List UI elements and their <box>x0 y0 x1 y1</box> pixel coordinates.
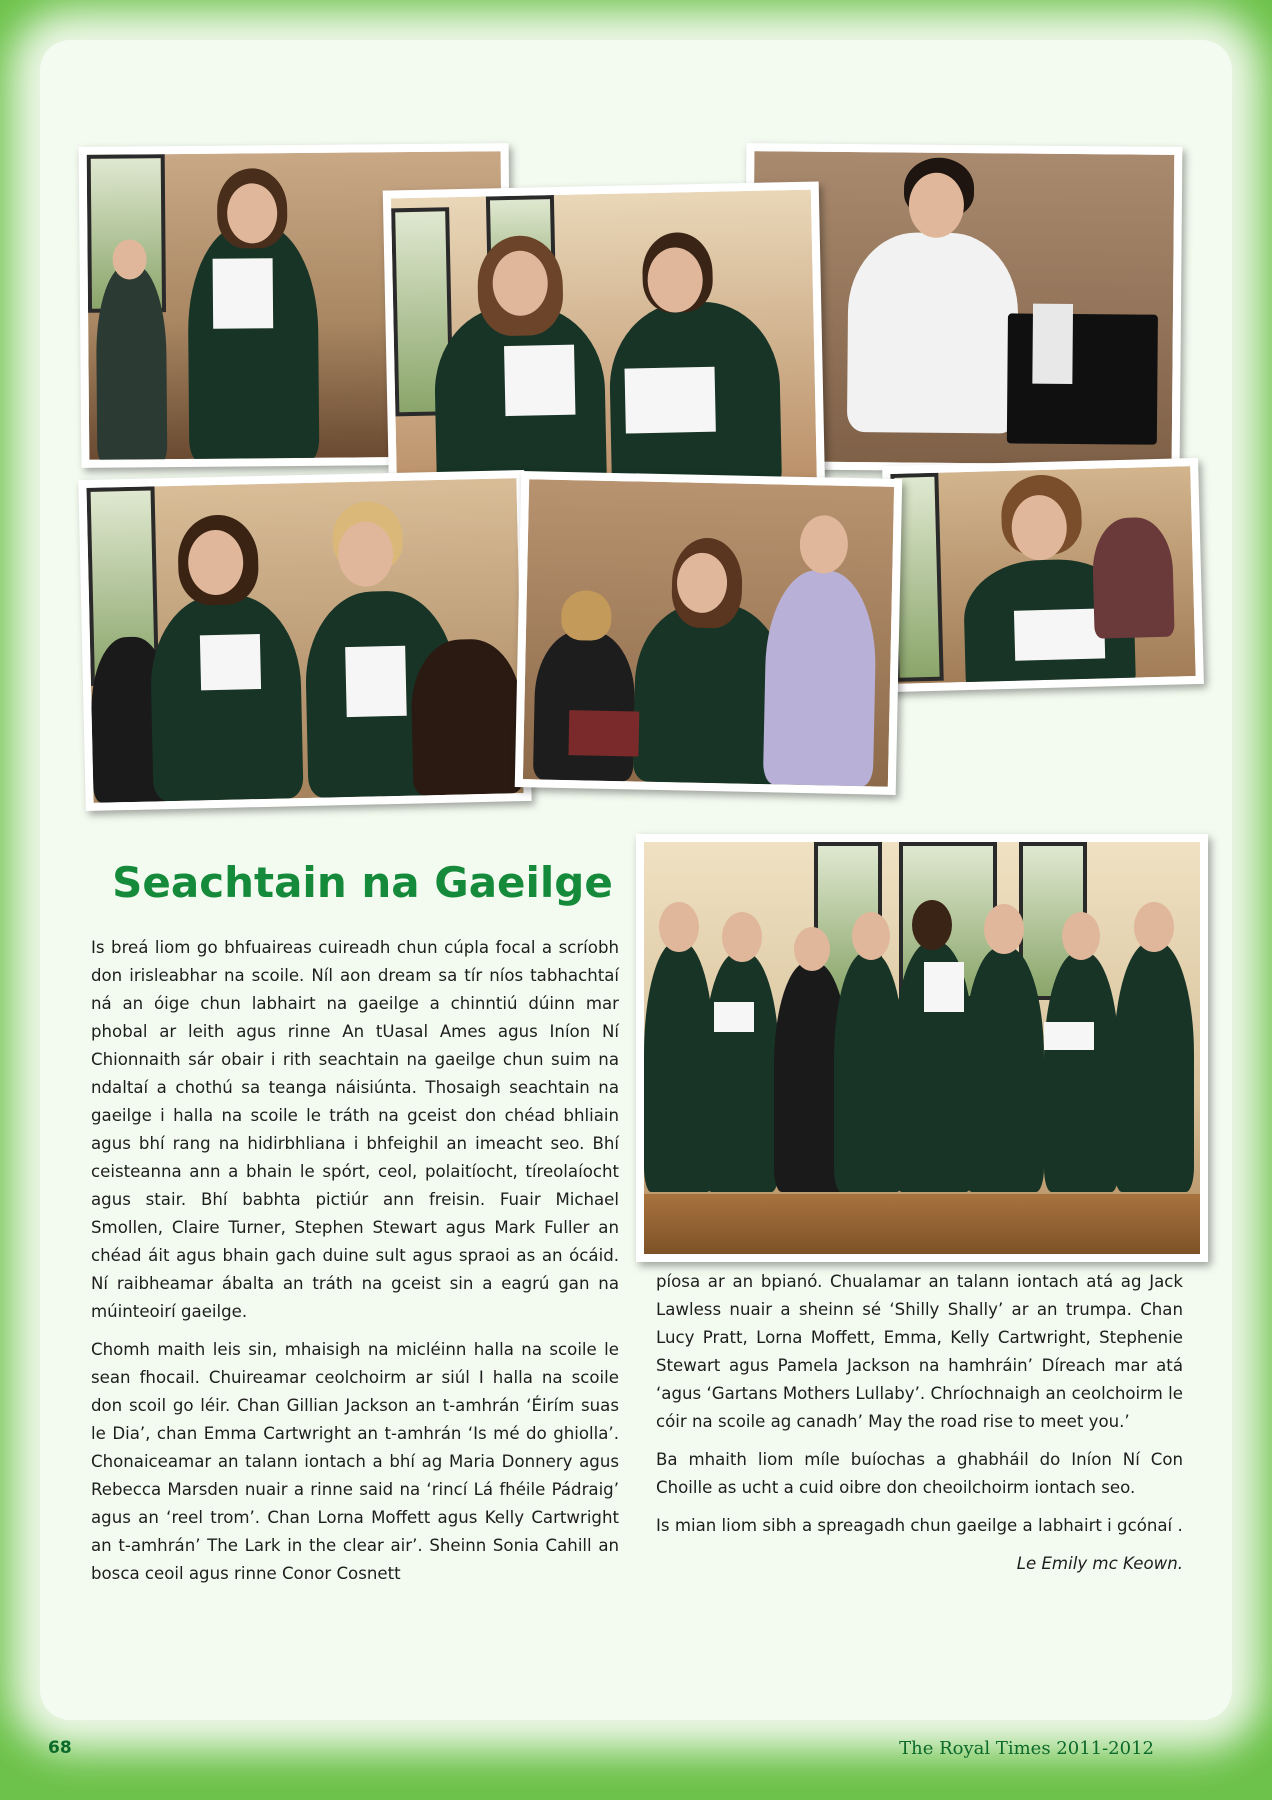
photo-girl-singing-right <box>882 458 1204 692</box>
photo-accordion-player <box>515 471 903 795</box>
paragraph: Is breá liom go bhfuaireas cuireadh chun cúpla focal a scríobh don irisleabhar na scoile. Níl aon dream sa tír níos tabhachtaí ná an óige chun labhairt na gaeilge a chinntiú dúinn mar phobal ar leith agus rinne An tUasal Ames agus Iníon Ní Chionnaith sár obair i rith seachtain na gaeilge chun suim na ndaltaí a chothú sa teanga náisiúnta. Thosaigh seachtain na gaeilge i halla na scoile le tráth na gceist don chéad bhliain agus bhí rang na hidirbhliana i bhfeighil an imeacht seo. Bhí ceisteanna ann a bhain le spórt, ceol, polaitíocht, tíreolaíocht agus stair. Bhí babhta pictiúr ann freisin. Fuair Michael Smollen, Claire Turner, Stephen Stewart agus Mark Fuller an chéad áit agus bhain gach duine sult agus spraoi as an ócáid. Ní raibheamar ábalta an tráth na gceist sin a eagrú gan na múinteoirí gaeilge. <box>91 938 619 1321</box>
author-signature: Le Emily mc Keown. <box>1016 1554 1183 1573</box>
article-right-column <box>656 1268 1183 1588</box>
photo-two-girls-singing <box>78 470 531 811</box>
photo-two-girls-reading <box>383 181 826 506</box>
page-number: 68 <box>48 1738 72 1758</box>
paragraph: Ba mhaith liom míle buíochas a ghabháil do Iníon Ní Con Choille as ucht a cuid oibre don cheoilchoirm iontach seo. <box>656 1450 1183 1497</box>
photo-choir-group <box>636 834 1208 1262</box>
paragraph: Chomh maith leis sin, mhaisigh na micléinn halla na scoile le sean fhocail. Chuireamar ceolchoirm ar siúl I halla na scoile don scoil go léir. Chan Gillian Jackson an t-amhrán ‘Éirím suas le Dia’, chan Emma Cartwright an t-amhrán ‘Is mé do ghiolla’. Chonaiceamar an talann iontach a bhí ag Maria Donnery agus Rebecca Marsden nuair a rinne said na ‘rincí Lá fhéile Pádraig’ agus an ‘reel trom’. Chan Lorna Moffett agus Kelly Cartwright an t-amhrán’ The Lark in the clear air’. Sheinn Sonia Cahill an bosca ceoil agus rinne Conor Cosnett <box>91 1340 619 1583</box>
article-title: Seachtain na Gaeilge <box>112 858 613 907</box>
article-left-column <box>91 934 619 1598</box>
paragraph: Is mian liom sibh a spreagadh chun gaeilge a labhairt i gcónaí . <box>656 1516 1183 1535</box>
paragraph: píosa ar an bpianó. Chualamar an talann iontach atá ag Jack Lawless nuair a sheinn sé ‘Shilly Shally’ ar an trumpa. Chan Lucy Pratt, Lorna Moffett, Emma, Kelly Cartwright, Stephenie Stewart agus Pamela Jackson na hamhráin’ Díreach mar atá ‘agus ‘Gartans Mothers Lullaby’. Chríochnaigh an ceolchoirm le cóir na scoile ag canadh’ May the road rise to meet you.’ <box>656 1272 1183 1431</box>
magazine-title: The Royal Times 2011-2012 <box>899 1738 1154 1759</box>
